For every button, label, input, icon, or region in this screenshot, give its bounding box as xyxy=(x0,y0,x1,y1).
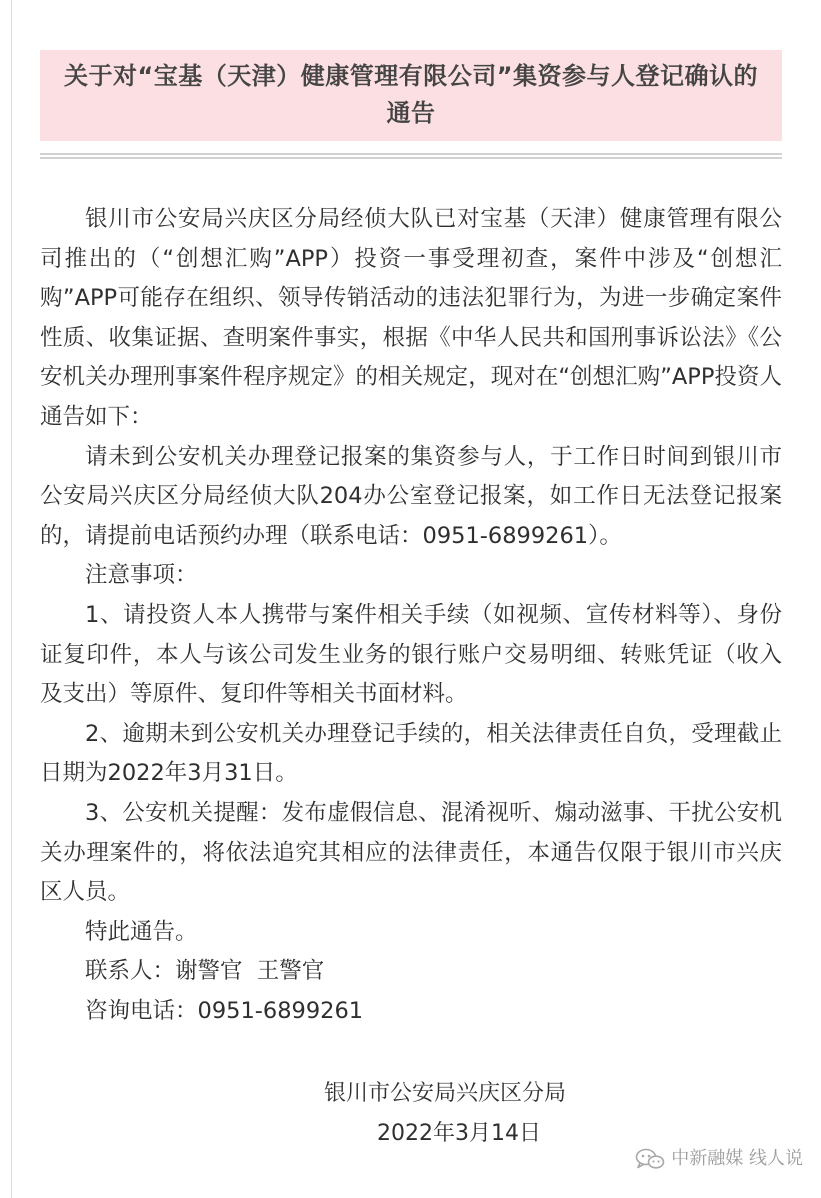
registration-paragraph: 请未到公安机关办理登记报案的集资参与人，于工作日时间到银川市公安局兴庆区分局经侦大队204办公室登记报案，如工作日无法登记报案的，请提前电话预约办理（联系电话：0951-6899261）。 xyxy=(40,443,782,549)
page-left-border xyxy=(11,0,12,1198)
note-item-1: 1、请投资人本人携带与案件相关手续（如视频、宣传材料等）、身份证复印件，本人与该公司发生业务的银行账户交易明细、转账凭证（收入及支出）等原件、复印件等相关书面材料。 xyxy=(40,601,782,708)
signature-date: 2022年3月14日 xyxy=(377,1121,541,1146)
consult-phone: 咨询电话：0951-6899261 xyxy=(85,997,364,1024)
signature-org: 银川市公安局兴庆区分局 xyxy=(324,1081,567,1106)
note-item-2: 2、逾期未到公安机关办理登记手续的，相关法律责任自负，受理截止日期为2022年3月31日。 xyxy=(40,720,782,787)
notes-heading: 注意事项： xyxy=(85,562,198,589)
wechat-icon xyxy=(635,1148,665,1170)
title-banner xyxy=(40,50,782,141)
intro-paragraph: 银川市公安局兴庆区分局经侦大队已对宝基（天津）健康管理有限公司推出的（“创想汇购”APP）投资一事受理初查，案件中涉及“创想汇购”APP可能存在组织、领导传销活动的违法犯罪行为，为进一步确定案件性质、收集证据、查明案件事实，根据《中华人民共和国刑事诉讼法》《公安机关办理刑事案件程序规定》的相关规定，现对在“创想汇购”APP投资人通告如下： xyxy=(40,206,782,430)
title-divider xyxy=(40,153,782,159)
watermark-text: 中新融媒 线人说 xyxy=(671,1148,803,1169)
notice-body xyxy=(40,200,782,1031)
note-item-3: 3、公安机关提醒：发布虚假信息、混淆视听、煽动滋事、干扰公安机关办理案件的，将依法追究其相应的法律责任，本通告仅限于银川市兴庆区人员。 xyxy=(40,799,782,906)
notice-closing: 特此通告。 xyxy=(85,918,198,945)
watermark xyxy=(635,1147,803,1171)
contact-persons: 联系人：谢警官 王警官 xyxy=(85,958,325,985)
page-title: 关于对“宝基（天津）健康管理有限公司”集资参与人登记确认的通告 xyxy=(63,62,759,127)
